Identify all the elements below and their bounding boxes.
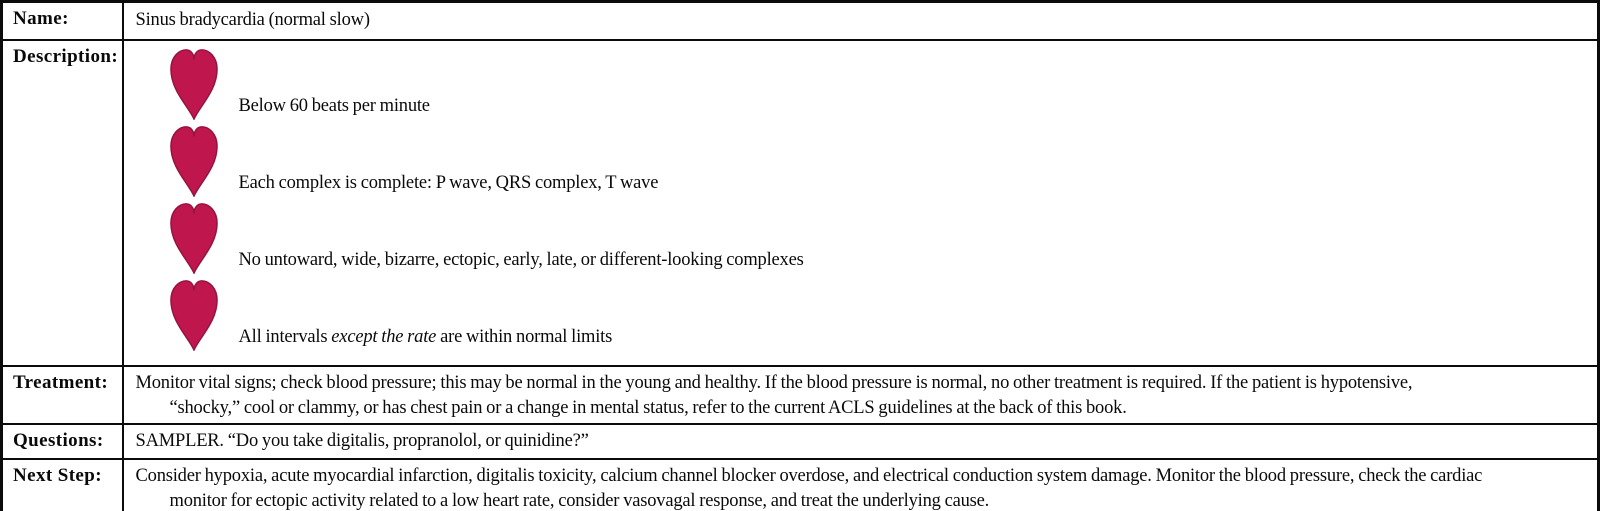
description-item-text: No untoward, wide, bizarre, ectopic, early, late, or different-looking complexes [238,250,804,271]
questions-value: SAMPLER. “Do you take digitalis, propranolol, or quinidine?” [123,424,1599,459]
treatment-content [123,366,1599,424]
next-step-line: monitor for ectopic activity related to a low heart rate, consider vasovagal response, and treat the underlying cause. [169,490,990,511]
description-item [169,48,1592,120]
description-content [123,40,1599,366]
description-item-text: Each complex is complete: P wave, QRS complex, T wave [238,173,659,194]
description-item [169,202,1592,274]
description-text-pre: All intervals [238,327,332,348]
row-label-questions: Questions: [2,424,123,459]
table-row-next-step [2,459,1599,511]
heart-icon [169,125,219,197]
description-item-text: Below 60 beats per minute [238,96,430,117]
next-step-line: Consider hypoxia, acute myocardial infarction, digitalis toxicity, calcium channel blocker overdose, and electrical conduction system damage. Monitor the blood pressure, check the cardiac [135,466,1483,486]
row-label-name: Name: [2,2,123,41]
table-row-name [2,2,1599,41]
heart-icon [169,202,219,274]
description-text-italic: except the rate [331,327,437,348]
row-label-description: Description: [2,40,123,366]
treatment-line: “shocky,” cool or clammy, or has chest pain or a change in mental status, refer to the current ACLS guidelines at the back of this book. [169,397,1127,418]
description-item [169,125,1592,197]
description-item-text [239,325,613,351]
table-row-description [2,40,1599,366]
treatment-line: Monitor vital signs; check blood pressure; this may be normal in the young and healthy. If the blood pressure is normal, no other treatment is required. If the patient is hypotensive, [135,373,1413,393]
heart-icon [169,48,219,120]
row-label-next-step: Next Step: [2,459,123,511]
row-label-treatment: Treatment: [2,366,123,424]
table-row-treatment [2,366,1599,424]
table-row-questions [2,424,1599,459]
description-item [169,279,1592,351]
next-step-content [123,459,1599,511]
description-text-post: are within normal limits [436,327,613,348]
name-value: Sinus bradycardia (normal slow) [123,2,1599,41]
heart-icon [169,279,219,351]
